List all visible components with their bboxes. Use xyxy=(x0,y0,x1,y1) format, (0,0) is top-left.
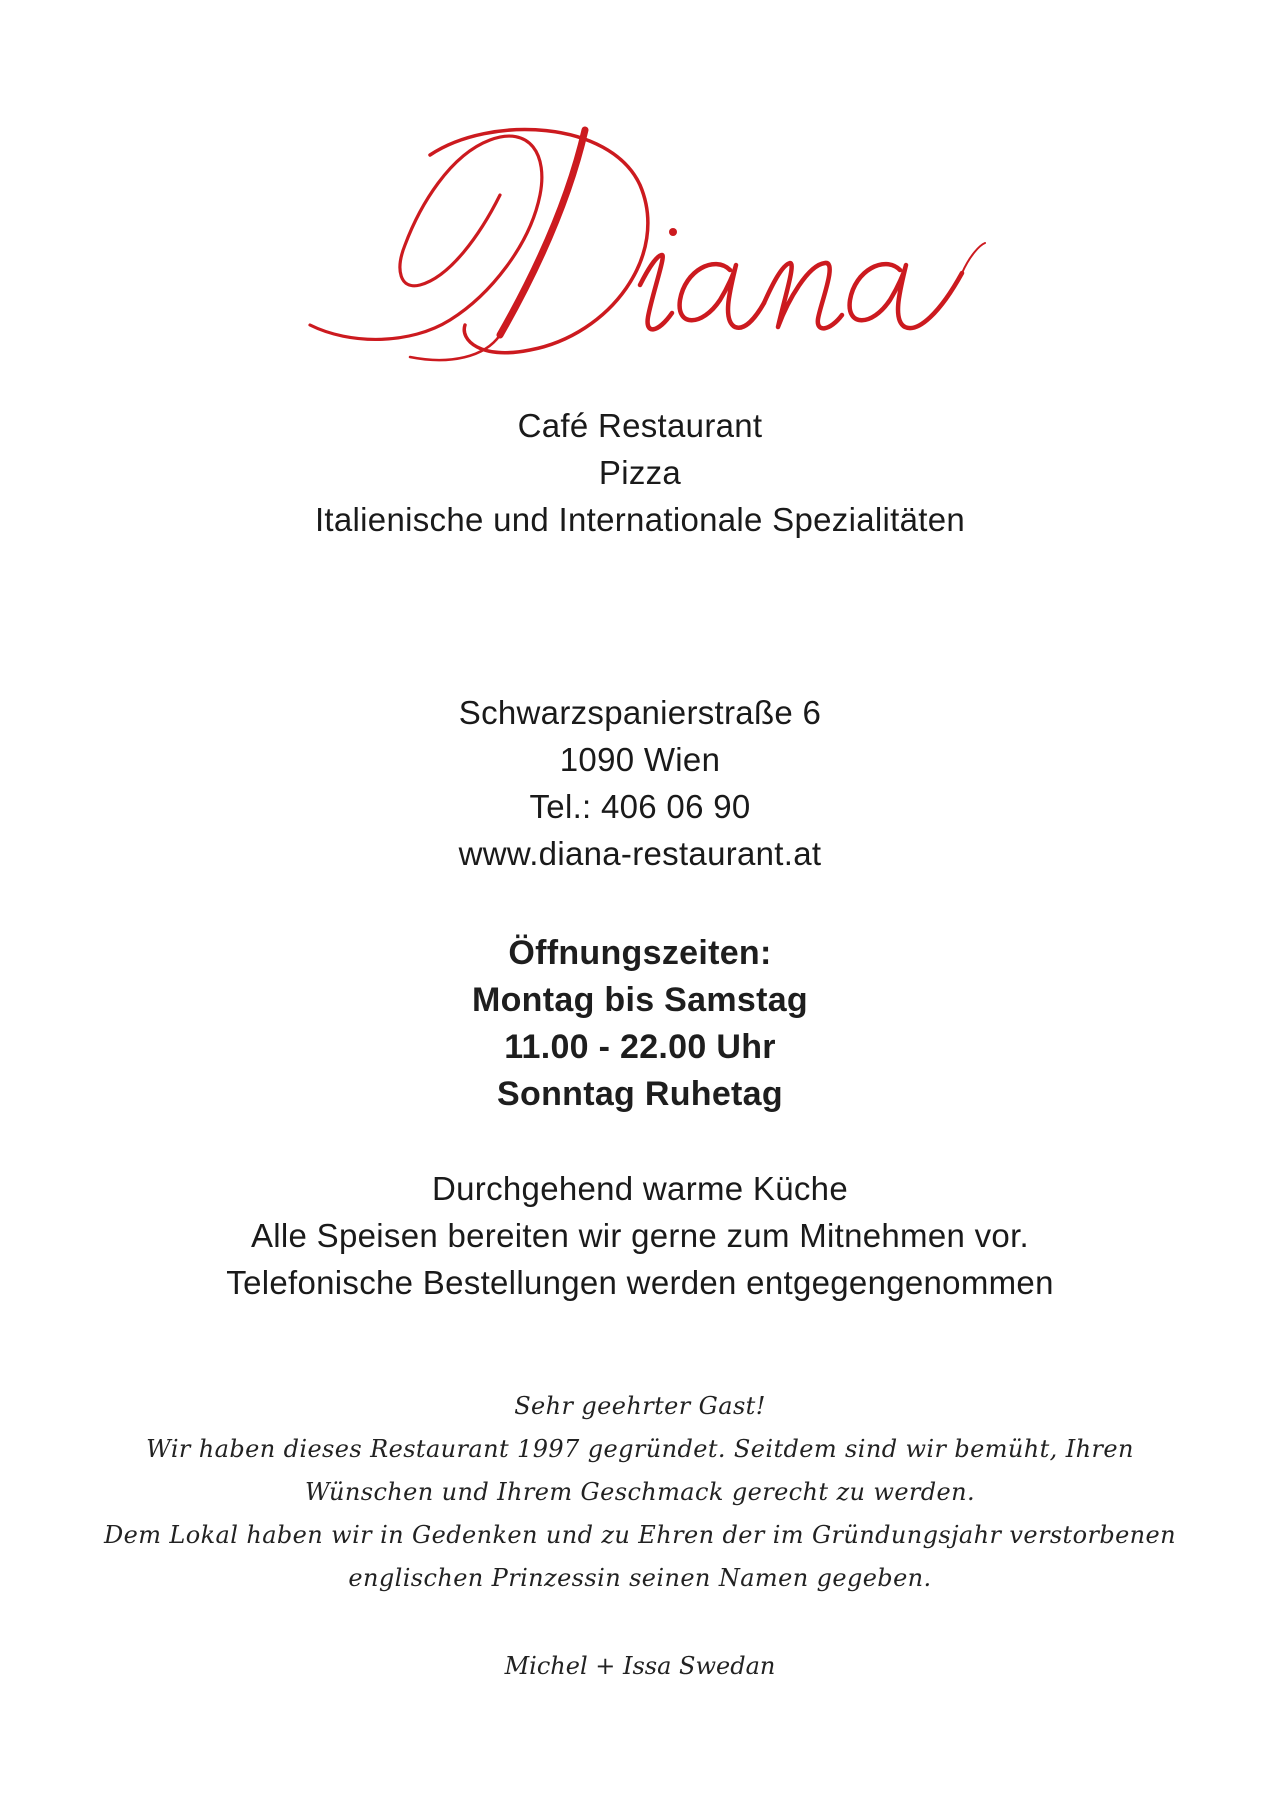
website-link[interactable]: www.diana-restaurant.at xyxy=(458,835,822,872)
service-warm-kitchen: Durchgehend warme Küche xyxy=(432,1170,848,1207)
owner-signature xyxy=(0,1645,1280,1688)
address-block xyxy=(0,689,1280,877)
service-info-block xyxy=(0,1165,1280,1306)
tagline-specialties: Italienische und Internationale Spezialitäten xyxy=(314,501,966,538)
postal-city: 1090 Wien xyxy=(559,741,721,778)
letter-line: Wünschen und Ihrem Geschmack gerecht zu werden. xyxy=(304,1478,976,1506)
phone-number: Tel.: 406 06 90 xyxy=(529,788,751,825)
letter-line: englischen Prinzessin seinen Namen gegeben. xyxy=(348,1564,932,1592)
welcome-letter xyxy=(0,1385,1280,1600)
closed-day: Sonntag Ruhetag xyxy=(497,1075,783,1113)
opening-days: Montag bis Samstag xyxy=(471,981,808,1019)
tagline-block xyxy=(0,402,1280,543)
service-takeaway: Alle Speisen bereiten wir gerne zum Mitnehmen vor. xyxy=(250,1217,1030,1254)
letter-greeting: Sehr geehrter Gast! xyxy=(514,1392,766,1420)
diana-logo xyxy=(0,95,1280,375)
opening-hours-heading: Öffnungszeiten: xyxy=(508,934,772,972)
street-address: Schwarzspanierstraße 6 xyxy=(458,694,822,731)
service-phone-orders: Telefonische Bestellungen werden entgegengenommen xyxy=(226,1264,1054,1301)
letter-line: Dem Lokal haben wir in Gedenken und zu Ehren der im Gründungsjahr verstorbenen xyxy=(103,1521,1177,1549)
opening-hours-block xyxy=(0,930,1280,1118)
opening-times: 11.00 - 22.00 Uhr xyxy=(504,1028,776,1066)
tagline-cafe-restaurant: Café Restaurant xyxy=(517,407,763,444)
letter-line: Wir haben dieses Restaurant 1997 gegründet. Seitdem sind wir bemüht, Ihren xyxy=(146,1435,1134,1463)
diana-script-logo xyxy=(290,95,990,375)
signature-text: Michel + Issa Swedan xyxy=(504,1652,776,1680)
tagline-pizza: Pizza xyxy=(598,454,682,491)
